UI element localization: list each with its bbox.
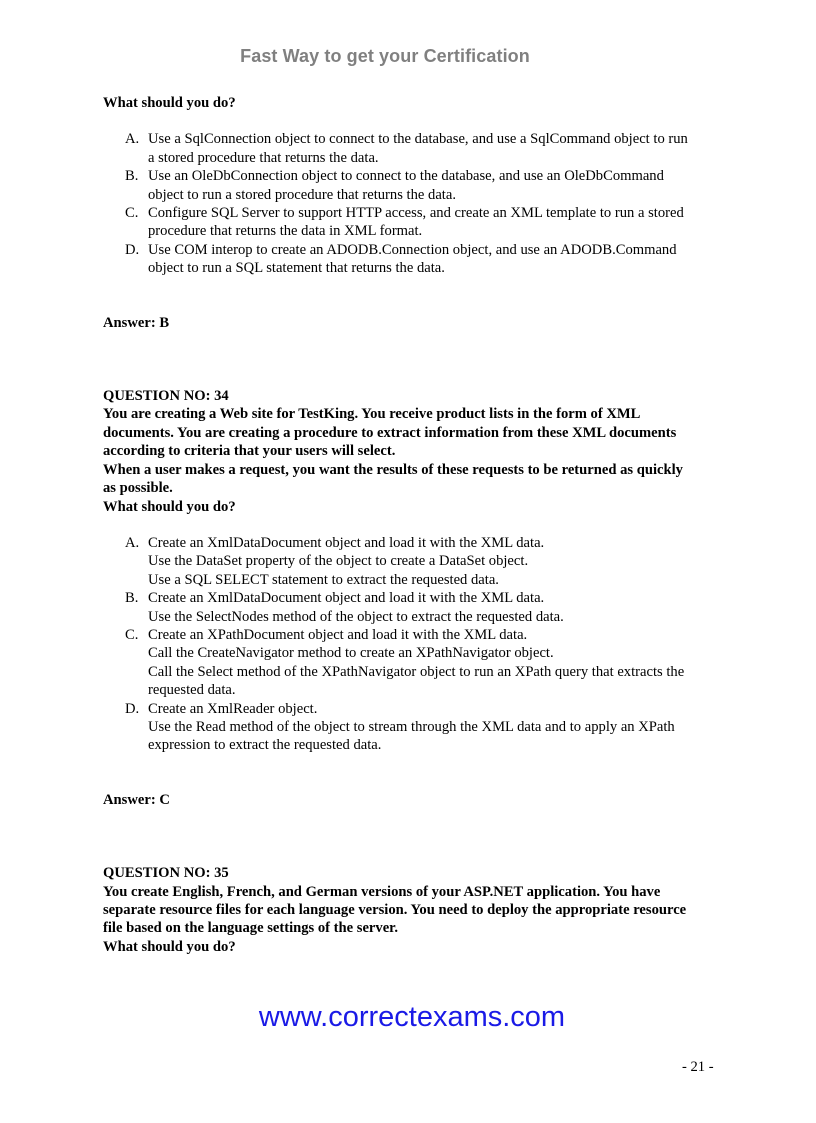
option-c	[103, 204, 723, 241]
question-stem-line: according to criteria that your users will select.	[103, 443, 396, 460]
option-text-line: Configure SQL Server to support HTTP access, and create an XML template to run a stored	[148, 205, 684, 222]
question-stem-line: file based on the language settings of the server.	[103, 920, 398, 937]
footer-website-link[interactable]: www.correctexams.com	[258, 1001, 566, 1033]
option-text-line: Use a SQL SELECT statement to extract the requested data.	[148, 571, 499, 588]
answer-label: Answer: B	[103, 314, 170, 331]
question-stem-line: as possible.	[103, 480, 173, 497]
question-35	[103, 864, 723, 956]
question-heading: QUESTION NO: 34	[103, 388, 229, 405]
option-text-line: Use COM interop to create an ADODB.Connection object, and use an ADODB.Command	[148, 241, 677, 258]
option-text-line: Create an XmlDataDocument object and load it with the XML data.	[148, 534, 545, 551]
option-text-line: object to run a SQL statement that returns the data.	[148, 260, 445, 277]
option-b	[103, 167, 723, 204]
question-stem-line: documents. You are creating a procedure to extract information from these XML documents	[103, 424, 677, 441]
option-letter: A.	[125, 534, 140, 551]
question-prompt: What should you do?	[103, 938, 236, 955]
option-letter: B.	[125, 590, 139, 607]
option-text-line: Use a SqlConnection object to connect to the database, and use a SqlCommand object to run	[148, 131, 688, 148]
question-stem-line: separate resource files for each language version. You need to deploy the appropriate resource	[103, 902, 687, 918]
option-letter: C.	[125, 205, 139, 222]
option-text-line: Use an OleDbConnection object to connect to the database, and use an OleDbCommand	[148, 168, 664, 185]
option-letter: B.	[125, 168, 139, 185]
option-letter: D.	[125, 241, 140, 258]
option-text-line: Call the CreateNavigator method to create an XPathNavigator object.	[148, 645, 554, 662]
option-text-line: Use the Read method of the object to stream through the XML data and to apply an XPath	[148, 718, 675, 735]
option-letter: A.	[125, 131, 140, 148]
question-heading: QUESTION NO: 35	[103, 865, 229, 882]
option-c	[103, 626, 723, 700]
option-b	[103, 589, 723, 626]
option-text-line: Use the DataSet property of the object to create a DataSet object.	[148, 553, 529, 570]
option-text-line: object to run a stored procedure that returns the data.	[148, 186, 456, 203]
question-stem-line: When a user makes a request, you want the results of these requests to be returned as quickly	[103, 461, 683, 478]
page-number: - 21 -	[682, 1059, 714, 1075]
option-a	[103, 130, 723, 167]
option-letter: D.	[125, 700, 140, 717]
option-text-line: procedure that returns the data in XML format.	[148, 223, 423, 240]
question-stem-line: You are creating a Web site for TestKing. You receive product lists in the form of XML	[103, 406, 641, 423]
answer-options	[103, 534, 723, 755]
option-a	[103, 534, 723, 589]
page-content	[103, 94, 723, 956]
option-text-line: requested data.	[148, 682, 236, 699]
option-text-line: Use the SelectNodes method of the object to extract the requested data.	[148, 608, 564, 625]
option-letter: C.	[125, 626, 139, 643]
option-d	[103, 241, 723, 278]
question-stem-line: You create English, French, and German versions of your ASP.NET application. You have	[103, 883, 661, 900]
option-text-line: Create an XmlReader object.	[148, 700, 318, 717]
question-34	[103, 387, 723, 809]
answer-options	[103, 130, 723, 277]
option-text-line: expression to extract the requested data.	[148, 737, 382, 754]
question-prompt: What should you do?	[103, 95, 236, 111]
answer-label: Answer: C	[103, 791, 170, 808]
option-text-line: a stored procedure that returns the data.	[148, 149, 379, 166]
question-prompt: What should you do?	[103, 498, 236, 515]
option-text-line: Create an XmlDataDocument object and load it with the XML data.	[148, 590, 545, 607]
option-text-line: Call the Select method of the XPathNavigator object to run an XPath query that extracts the	[148, 663, 685, 680]
option-text-line: Create an XPathDocument object and load it with the XML data.	[148, 626, 528, 643]
page-header-title: Fast Way to get your Certification	[240, 46, 530, 66]
question-33-tail	[103, 94, 723, 332]
option-d	[103, 700, 723, 755]
